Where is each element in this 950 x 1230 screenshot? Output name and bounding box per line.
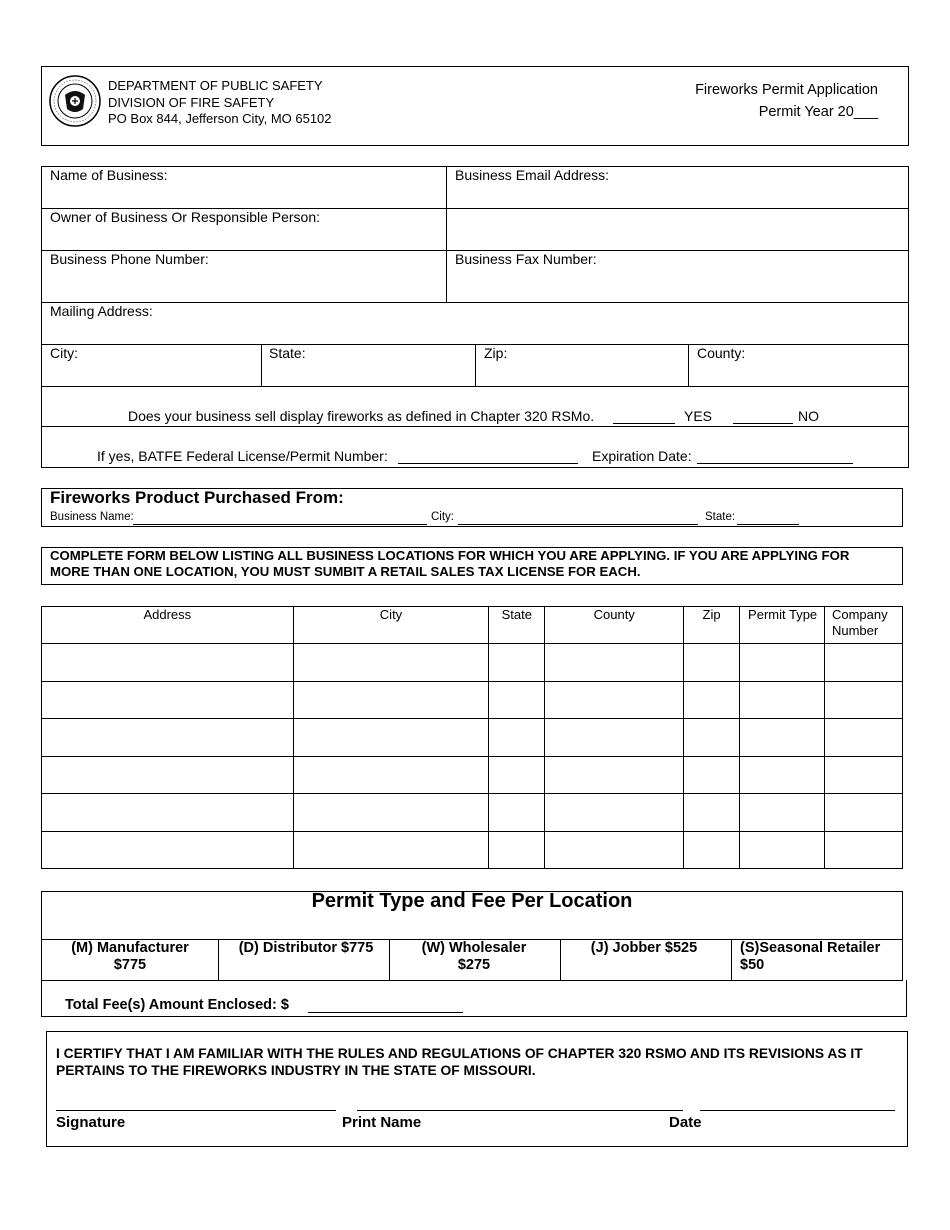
cell-zip[interactable] <box>684 719 740 757</box>
batfe-license-input[interactable] <box>398 463 578 464</box>
purchased-from-title: Fireworks Product Purchased From: <box>50 488 344 507</box>
permit-year: Permit Year 20___ <box>758 104 878 120</box>
cell-zip[interactable] <box>684 756 740 794</box>
agency-line-department: DEPARTMENT OF PUBLIC SAFETY <box>108 78 323 93</box>
cell-address[interactable] <box>42 719 294 757</box>
signature-label: Signature <box>56 1114 126 1131</box>
table-row <box>42 719 903 757</box>
fee-distributor: (D) Distributor $775 <box>238 940 374 956</box>
cell-company-number[interactable] <box>824 756 902 794</box>
batfe-license-label: If yes, BATFE Federal License/Permit Number: <box>97 448 388 464</box>
date-line[interactable] <box>700 1110 895 1111</box>
cell-address[interactable] <box>42 756 294 794</box>
mailing-address-field[interactable]: Mailing Address: <box>50 303 153 319</box>
cell-address[interactable] <box>42 681 294 719</box>
cell-company-number[interactable] <box>824 644 902 682</box>
cell-address[interactable] <box>42 831 294 869</box>
supplier-state-input[interactable] <box>737 524 799 525</box>
signature-line[interactable] <box>56 1110 336 1111</box>
cell-state[interactable] <box>489 719 545 757</box>
cell-state[interactable] <box>489 644 545 682</box>
table-row <box>42 756 903 794</box>
cell-company-number[interactable] <box>824 794 902 832</box>
certification-statement: I CERTIFY THAT I AM FAMILIAR WITH THE RULES AND REGULATIONS OF CHAPTER 320 RSMO AND ITS REVISIONS AS IT PERTAINS TO THE FIREWORKS INDUSTRY IN THE STATE OF MISSOURI. <box>56 1046 863 1078</box>
cell-company-number[interactable] <box>824 831 902 869</box>
cell-permit-type[interactable] <box>740 644 825 682</box>
agency-line-address: PO Box 844, Jefferson City, MO 65102 <box>108 111 332 126</box>
total-fee-input[interactable] <box>308 1012 463 1013</box>
col-zip: Zip <box>684 607 740 644</box>
fee-seasonal-retailer: (S)Seasonal Retailer $50 <box>740 940 881 973</box>
cell-state[interactable] <box>489 681 545 719</box>
cell-zip[interactable] <box>684 681 740 719</box>
cell-company-number[interactable] <box>824 719 902 757</box>
cell-county[interactable] <box>545 756 684 794</box>
cell-county[interactable] <box>545 644 684 682</box>
supplier-business-name-label: Business Name: <box>50 511 134 523</box>
cell-city[interactable] <box>293 831 489 869</box>
cell-county[interactable] <box>545 831 684 869</box>
cell-county[interactable] <box>545 681 684 719</box>
missouri-fire-marshal-seal <box>49 75 101 127</box>
instructions-text: COMPLETE FORM BELOW LISTING ALL BUSINESS LOCATIONS FOR WHICH YOU ARE APPLYING. IF YOU ARE APPLYING FOR MORE THAN ONE LOCATION, YOU MUST SUMBIT A RETAIL SALES TAX LICENSE FOR EACH. <box>50 548 850 579</box>
cell-city[interactable] <box>293 719 489 757</box>
print-name-line[interactable] <box>357 1110 683 1111</box>
cell-city[interactable] <box>293 681 489 719</box>
business-fax-field[interactable]: Business Fax Number: <box>455 251 597 267</box>
locations-table <box>41 606 903 869</box>
owner-field[interactable]: Owner of Business Or Responsible Person: <box>50 209 321 225</box>
zip-field[interactable]: Zip: <box>484 345 508 361</box>
cell-city[interactable] <box>293 644 489 682</box>
cell-county[interactable] <box>545 719 684 757</box>
business-email-field[interactable]: Business Email Address: <box>455 167 610 183</box>
form-title: Fireworks Permit Application <box>695 82 878 98</box>
cell-permit-type[interactable] <box>740 756 825 794</box>
print-name-label: Print Name <box>342 1114 422 1131</box>
yes-label: YES <box>684 408 713 424</box>
cell-permit-type[interactable] <box>740 831 825 869</box>
supplier-city-input[interactable] <box>458 524 698 525</box>
col-state: State <box>489 607 545 644</box>
no-label: NO <box>798 408 819 424</box>
col-city: City <box>293 607 489 644</box>
expiration-date-label: Expiration Date: <box>592 448 692 464</box>
total-fee-label: Total Fee(s) Amount Enclosed: $ <box>65 997 289 1013</box>
cell-state[interactable] <box>489 794 545 832</box>
cell-address[interactable] <box>42 644 294 682</box>
table-row <box>42 681 903 719</box>
city-field[interactable]: City: <box>50 345 78 361</box>
form-title-block <box>695 79 878 123</box>
cell-permit-type[interactable] <box>740 794 825 832</box>
no-blank[interactable] <box>733 423 793 424</box>
supplier-state-label: State: <box>705 511 736 523</box>
cell-company-number[interactable] <box>824 681 902 719</box>
cell-zip[interactable] <box>684 644 740 682</box>
col-address: Address <box>42 607 294 644</box>
business-phone-field[interactable]: Business Phone Number: <box>50 251 209 267</box>
supplier-city-label: City: <box>431 511 454 523</box>
table-row <box>42 644 903 682</box>
col-county: County <box>545 607 684 644</box>
fee-wholesaler: (W) Wholesaler $275 <box>421 940 527 973</box>
locations-header-row <box>42 607 903 644</box>
fee-jobber: (J) Jobber $525 <box>590 940 698 956</box>
supplier-business-name-input[interactable] <box>133 524 427 525</box>
display-fireworks-question: Does your business sell display fireworks as defined in Chapter 320 RSMo. <box>128 408 595 424</box>
state-field[interactable]: State: <box>269 345 306 361</box>
cell-state[interactable] <box>489 756 545 794</box>
agency-line-division: DIVISION OF FIRE SAFETY <box>108 94 275 110</box>
business-name-field[interactable]: Name of Business: <box>50 167 168 183</box>
fee-manufacturer: (M) Manufacturer $775 <box>71 940 189 973</box>
cell-permit-type[interactable] <box>740 681 825 719</box>
cell-zip[interactable] <box>684 794 740 832</box>
county-field[interactable]: County: <box>697 345 746 361</box>
cell-city[interactable] <box>293 756 489 794</box>
date-label: Date <box>669 1114 702 1131</box>
cell-address[interactable] <box>42 794 294 832</box>
cell-city[interactable] <box>293 794 489 832</box>
cell-county[interactable] <box>545 794 684 832</box>
cell-permit-type[interactable] <box>740 719 825 757</box>
cell-zip[interactable] <box>684 831 740 869</box>
table-row <box>42 831 903 869</box>
fees-title: Permit Type and Fee Per Location <box>311 890 633 912</box>
table-row <box>42 794 903 832</box>
agency-block <box>108 78 332 128</box>
cell-state[interactable] <box>489 831 545 869</box>
expiration-date-input[interactable] <box>697 463 853 464</box>
col-permit-type: Permit Type <box>740 607 825 644</box>
yes-blank[interactable] <box>613 423 675 424</box>
col-company-number: Company Number <box>824 607 902 644</box>
